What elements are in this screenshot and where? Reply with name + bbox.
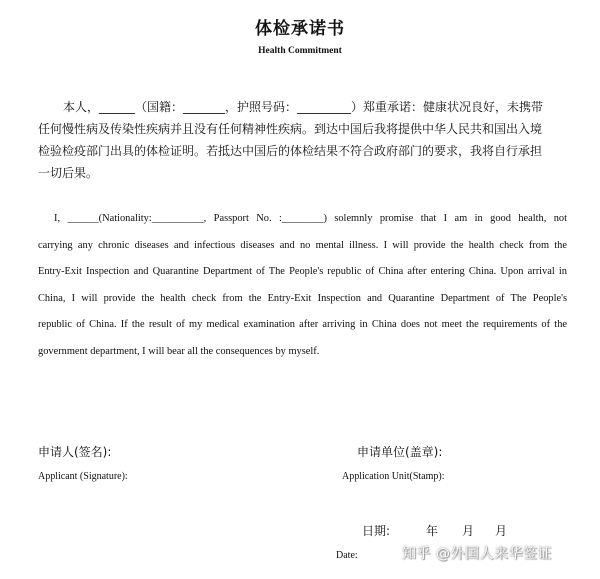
applicant-signature-label-en: Applicant (Signature): <box>38 471 128 482</box>
en-paragraph-line: government department, I will bear all the consequences by myself. <box>38 345 320 357</box>
en-paragraph-line: carrying any chronic diseases and infectious diseases and no mental illness. I will provide the health check from the <box>38 239 567 251</box>
en-paragraph-line: China, I will provide the health check from the Entry-Exit Inspection and Quarantine Department of The People's <box>38 292 567 304</box>
date-year-label-cn: 年 <box>426 524 439 538</box>
en-paragraph-line: republic of China. If the result of my medical examination after arriving in China does not meet the requirements of the <box>38 319 567 330</box>
date-label-cn: 日期: <box>362 524 391 538</box>
commitment-paragraph-cn <box>38 96 570 184</box>
commitment-paragraph-en <box>38 206 567 365</box>
application-unit-stamp-label-cn: 申请单位(盖章): <box>357 445 443 459</box>
application-unit-stamp-label-en: Application Unit(Stamp): <box>342 471 445 482</box>
cn-paragraph-line: 一切后果。 <box>38 166 99 180</box>
cn-paragraph-line: 任何慢性病及传染性疾病并且没有任何精神性疾病。到达中国后我将提供中华人民共和国出入境 <box>38 122 543 136</box>
document-title-en: Health Commitment <box>258 46 342 56</box>
zhihu-watermark: 知乎 @外国人来华签证 <box>402 546 552 562</box>
cn-paragraph-line: 本人，______（国籍：_______，护照号码：_________）郑重承诺：健康状况良好，未携带 <box>63 100 544 114</box>
date-month-label-cn: 月 <box>462 524 475 538</box>
date-day-label-cn: 月 <box>495 524 508 538</box>
date-label-en: Date: <box>336 550 358 561</box>
document-title-cn: 体检承诺书 <box>255 19 345 39</box>
cn-paragraph-line: 检验检疫部门出具的体检证明。若抵达中国后的体检结果不符合政府部门的要求，我将自行承担 <box>38 144 543 158</box>
en-paragraph-line: I, ______(Nationality:__________, Passport No. :________) solemnly promise that I am in good health, not <box>54 213 567 224</box>
en-paragraph-line: Entry-Exit Inspection and Quarantine Department of The People's republic of China after entering China. Upon arrival in <box>38 266 567 277</box>
applicant-signature-label-cn: 申请人(签名): <box>38 445 112 459</box>
